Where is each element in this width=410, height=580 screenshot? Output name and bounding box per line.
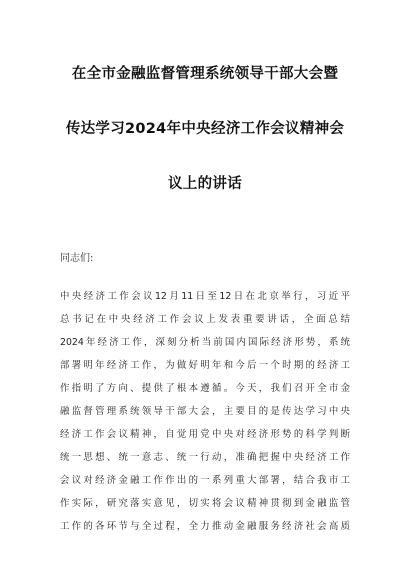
body-line-9: 会议对经济金融工作作出的一系列重大部署，结合我市工 [60,475,350,486]
salutation: 同志们: [60,253,94,264]
body-line-6: 融监督管理系统领导干部大会，主要目的是传达学习中央 [60,406,350,417]
body-line-1: 中央经济工作会议12月11日至12日在北京举行，习近平 [60,291,350,302]
body-line-5: 作指明了方向、提供了根本遵循。今天，我们召开全市金 [60,383,350,394]
body-line-7: 经济工作会议精神，自觉用党中央对经济形势的科学判断 [60,429,350,440]
body-line-10: 作实际，研究落实意见，切实将会议精神贯彻到金融监管 [60,498,350,509]
body-line-8: 统一思想、统一意志、统一行动，准确把握中央经济工作 [60,452,350,463]
body-line-2: 总书记在中央经济工作会议上发表重要讲话，全面总结 [60,314,350,325]
body-line-4: 部署明年经济工作，为做好明年和今后一个时期的经济工 [60,360,350,371]
document-title-line-1: 在全市金融监督管理系统领导干部大会暨 [71,66,339,82]
body-line-3: 2024年经济工作，深刻分析当前国内国际经济形势，系统 [60,337,350,348]
document-title-line-3: 议上的讲话 [168,176,242,192]
body-line-11: 工作的各环节与全过程，全力推动金融服务经济社会高质 [60,521,350,532]
document-title-line-2: 传达学习2024年中央经济工作会议精神会 [65,121,345,137]
